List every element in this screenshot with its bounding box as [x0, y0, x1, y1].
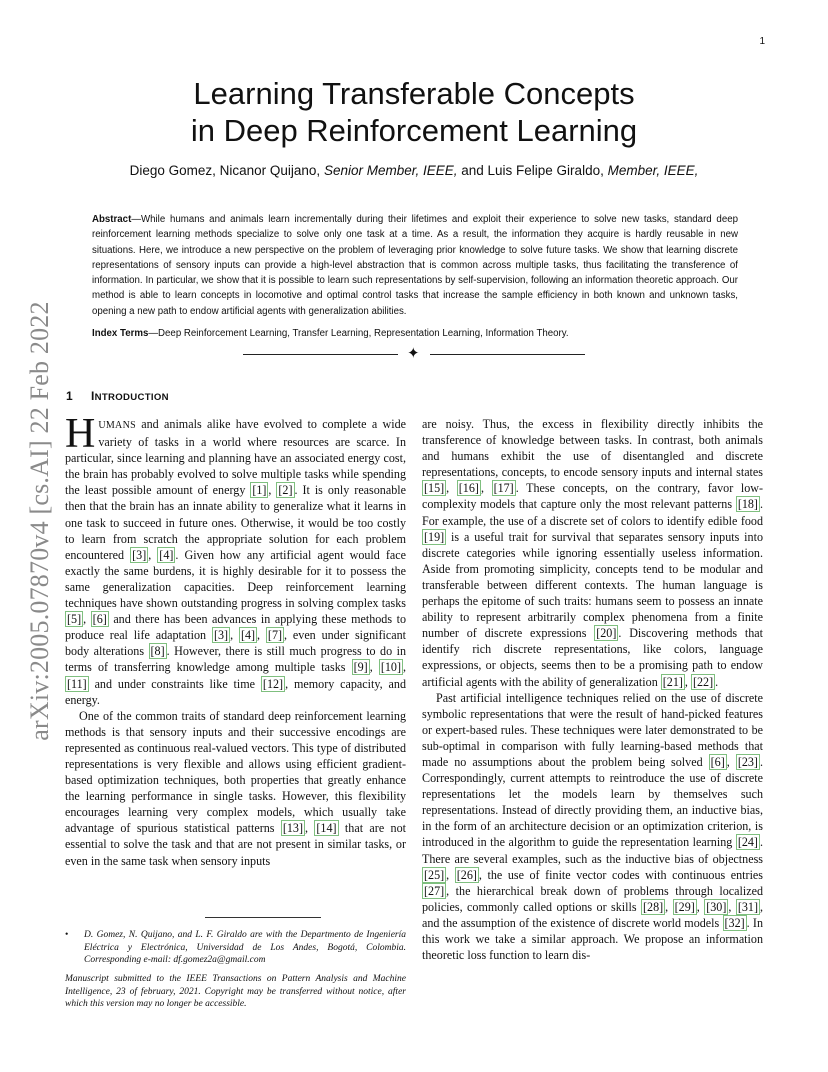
- citation-link[interactable]: [26]: [456, 867, 477, 882]
- drop-cap: H: [65, 416, 96, 457]
- citation-link[interactable]: [30]: [706, 899, 727, 914]
- body-text: and under constraints like time: [88, 676, 261, 691]
- citation-link[interactable]: [11]: [67, 676, 87, 691]
- citation-link[interactable]: [5]: [67, 612, 82, 627]
- body-text: is a useful trait for survival that separates sensory inputs into discrete categories while ignoring essentially useless information. Aside from promoting simplicity, concepts tend to be modular and transferable between different contexts. The human language is perhaps the epitome of such traits: humans seem to possess an innate ability to represent arbitrarily complex phenomena from a finite number of discrete expressions: [422, 529, 763, 641]
- title-line-1: Learning Transferable Concepts: [193, 76, 635, 111]
- body-text: ,: [369, 660, 379, 675]
- paragraph: [65, 708, 406, 869]
- diamond-icon: ✦: [407, 346, 420, 362]
- citation-link[interactable]: [27]: [424, 883, 445, 898]
- title-line-2: in Deep Reinforcement Learning: [190, 113, 638, 148]
- paragraph: [422, 416, 763, 690]
- citation-link[interactable]: [31]: [737, 899, 758, 914]
- body-text: ,: [402, 660, 406, 675]
- citation-link[interactable]: [15]: [424, 481, 445, 496]
- body-text: , even under significant body alterations: [65, 628, 406, 659]
- body-text: and there has been advances in applying these methods to produce real life adaptation: [65, 612, 406, 643]
- body-text: ,: [83, 612, 91, 627]
- index-terms-text: —Deep Reinforcement Learning, Transfer Learning, Representation Learning, Information Theory.: [148, 328, 569, 339]
- citation-link[interactable]: [7]: [267, 628, 283, 643]
- citation-link[interactable]: [14]: [316, 821, 337, 836]
- citation-link[interactable]: [22]: [692, 674, 714, 689]
- affiliation-footnote: [65, 929, 406, 967]
- body-text: . In this work we take a similar approach. We propose an information theoretic loss function to learn dis-: [422, 915, 763, 963]
- index-terms: [92, 326, 738, 341]
- body-text: and animals alike have evolved to complete a wide variety of tasks in a world where resources are scarce. In particular, since learning and planning have an associated energy cost, the brain has probably evolved to solve multiple tasks while spending the least possible amount of energy: [65, 417, 406, 498]
- abstract-text: —While humans and animals learn incrementally during their lifetimes and exploit their experience to solve new tasks, standard deep reinforcement learning methods specialize to solve only one task at a time. As a result, the information they acquire is hardly reusable in new situations. Here, we introduce a new perspective on the problem of leveraging prior knowledge to solve future tasks. We show that learning discrete representations of sensory inputs can provide a high-level abstraction that is common across multiple tasks, thus facilitating the transference of information. In particular, we show that it is possible to learn such representations by self-supervision, following an information theoretic approach. Our method is able to learn concepts in locomotive and optimal control tasks that increase the sample efficiency in both known and unknown tasks, opening a new path to endow artificial agents with generalization abilities.: [92, 214, 738, 317]
- divider-rule-left: [243, 354, 398, 355]
- body-text: . Correspondingly, current attempts to reintroduce the use of discrete representations let the models learn by themselves such representations. Instead of directly providing them, an inductive bias, in the form of an architecture decision or an optimization criterion, is introduced in the algorithm to guide the representation learning: [422, 754, 763, 850]
- author-role-1: Senior Member, IEEE,: [323, 163, 458, 178]
- citation-link[interactable]: [18]: [737, 497, 758, 512]
- body-text: ,: [268, 483, 277, 498]
- body-text: ,: [305, 821, 315, 836]
- citation-link[interactable]: [1]: [252, 483, 267, 498]
- body-text: . Given how any artificial agent would face exactly the same burdens, it is highly desirable for it to possess the same generalization capacities. Deep reinforcement learning techniques have shown outstanding progress in solving complex tasks: [65, 547, 406, 611]
- citation-link[interactable]: [17]: [493, 481, 514, 496]
- body-text: Past artificial intelligence techniques relied on the use of discrete symbolic representations that were the result of hand-picked features or expert-based rules. These techniques were later demonstrated to be sub-optimal in comparison with fully learning-based methods that made no assumptions about the problem being solved: [422, 690, 763, 769]
- body-text: ,: [728, 899, 736, 914]
- body-text: .: [715, 674, 719, 689]
- paper-title: [90, 75, 738, 149]
- citation-link[interactable]: [9]: [353, 660, 368, 675]
- section-number: 1: [66, 389, 73, 403]
- citation-link[interactable]: [6]: [710, 754, 725, 769]
- body-text: are noisy. Thus, the excess in flexibility directly inhibits the transference of knowledge between tasks. In contrast, both animals and humans exhibit the use of disentangled and discrete representations, concepts, to encode sensory inputs and internal states: [422, 417, 763, 480]
- citation-link[interactable]: [28]: [643, 899, 664, 914]
- authors-part-2: and Luis Felipe Giraldo,: [457, 163, 608, 178]
- citation-link[interactable]: [3]: [213, 628, 229, 643]
- divider-rule-right: [430, 354, 585, 355]
- body-text: ,: [257, 628, 266, 643]
- smallcaps-text: UMANS: [98, 420, 136, 431]
- page-number: 1: [759, 36, 765, 47]
- citation-link[interactable]: [8]: [150, 644, 165, 659]
- body-text: . Discovering methods that identify rich discrete representations, like colors, language expressions, or objects, seems then to be a promising path to endow artificial agents with the ability of generalization: [422, 626, 763, 689]
- citation-link[interactable]: [21]: [662, 674, 683, 689]
- body-text: ,: [446, 481, 457, 496]
- citation-link[interactable]: [4]: [240, 628, 256, 643]
- footnote-rule: [205, 917, 321, 918]
- body-text: ,: [696, 899, 705, 914]
- body-text: , the use of finite vector codes with continuous entries: [478, 867, 763, 882]
- citation-link[interactable]: [10]: [380, 660, 401, 675]
- right-column: [422, 416, 763, 1016]
- body-text: , and the assumption of the existence of discrete world models: [422, 899, 763, 930]
- citation-link[interactable]: [20]: [596, 626, 617, 641]
- index-terms-label: Index Terms: [92, 328, 149, 339]
- body-text: . These concepts, on the contrary, favor low-complexity models that capture only the most relevant patterns: [422, 481, 763, 512]
- citation-link[interactable]: [24]: [737, 835, 758, 850]
- author-line: [60, 163, 768, 178]
- author-role-2: Member, IEEE,: [607, 163, 699, 178]
- affiliation-text: D. Gomez, N. Quijano, and L. F. Giraldo are with the Departmento de Ingeniería Eléctrica y Electrónica, Universidad de Los Andes, Bogotá, Colombia. Corresponding e-mail: df.gomez2a@gmail.com: [84, 930, 406, 966]
- citation-link[interactable]: [29]: [674, 899, 695, 914]
- body-text: ,: [684, 674, 691, 689]
- citation-link[interactable]: [32]: [724, 915, 745, 930]
- citation-link[interactable]: [12]: [262, 676, 284, 691]
- citation-link[interactable]: [19]: [424, 529, 445, 544]
- arxiv-stamp: [8, 296, 72, 746]
- body-text: ,: [446, 867, 455, 882]
- paragraph: [422, 690, 763, 964]
- arxiv-stamp-text: arXiv:2005.07870v4 [cs.AI] 22 Feb 2022: [25, 301, 54, 741]
- citation-link[interactable]: [2]: [278, 483, 293, 498]
- citation-link[interactable]: [16]: [458, 481, 479, 496]
- left-column: [65, 416, 406, 906]
- body-text: ,: [480, 481, 492, 496]
- body-text: ,: [726, 754, 736, 769]
- body-text: , memory capacity, and energy.: [65, 676, 406, 707]
- body-text: One of the common traits of standard deep reinforcement learning methods is that sensory inputs and their successive encodings are represented as continuous real-valued vectors. This type of distributed representations is very flexible and allows using efficient gradient-based optimization techniques, both properties that greatly enhance the learning performance in single tasks. However, this flexibility encourages learning very complex models, which usually take advantage of spurious statistical patterns: [65, 708, 406, 836]
- abstract-label: Abstract: [92, 214, 132, 225]
- body-text: . However, there is still much progress to do in terms of transferring knowledge among multiple tasks: [65, 644, 406, 675]
- abstract: [92, 212, 738, 319]
- body-text: . It is only reasonable then that the brain has an innate ability to generalize what it learns in one task to succeed in future ones. Otherwise, it would be too costly to learn from scratch the appropriate solution for each problem encountered: [65, 483, 406, 562]
- body-text: , the hierarchical break down of problems through localized policies, commonly called options or skills: [422, 883, 763, 914]
- body-text: that are not essential to solve the task and that are not present in similar tasks, or even in the same task when sensory inputs: [65, 821, 406, 868]
- citation-link[interactable]: [23]: [737, 754, 758, 769]
- section-title-rest: NTRODUCTION: [94, 392, 169, 403]
- body-text: ,: [665, 899, 673, 914]
- body-text: . There are several examples, such as the inductive bias of objectness: [422, 835, 763, 866]
- section-title-initial: I: [90, 389, 95, 403]
- citation-link[interactable]: [25]: [424, 867, 445, 882]
- body-text: ,: [148, 547, 158, 562]
- citation-link[interactable]: [6]: [92, 612, 107, 627]
- body-text: ,: [230, 628, 239, 643]
- manuscript-note: Manuscript submitted to the IEEE Transactions on Pattern Analysis and Machine Intelligence, 23 of february, 2021. Copyright may be transferred without notice, after which this version may no longer be accessible.: [65, 974, 406, 1010]
- bullet-icon: •: [65, 930, 69, 940]
- citation-link[interactable]: [4]: [159, 547, 174, 562]
- body-text: . For example, the use of a discrete set of colors to identify edible food: [422, 497, 763, 528]
- authors-part-1: Diego Gomez, Nicanor Quijano,: [129, 163, 324, 178]
- paragraph: [65, 416, 406, 708]
- section-divider: [243, 345, 585, 363]
- section-heading: [66, 389, 169, 403]
- citation-link[interactable]: [13]: [282, 821, 304, 836]
- citation-link[interactable]: [3]: [132, 547, 147, 562]
